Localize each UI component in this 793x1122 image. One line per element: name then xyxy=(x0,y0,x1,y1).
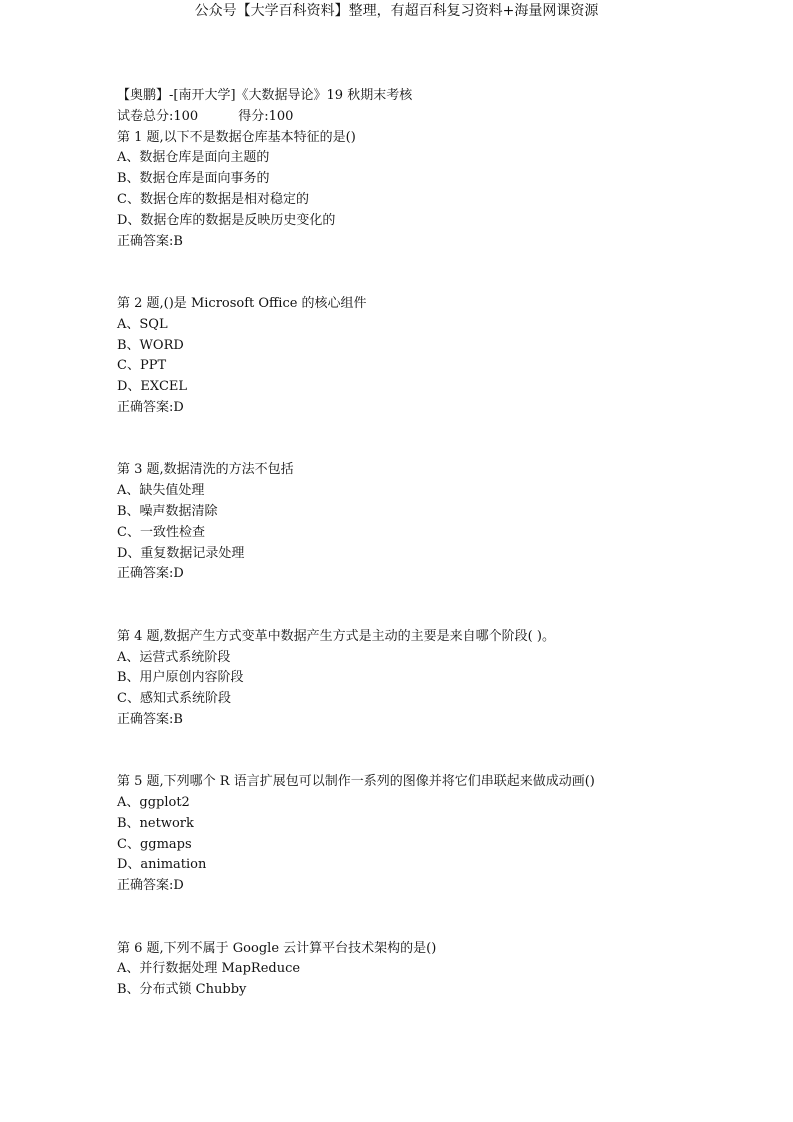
answer-option: B、用户原创内容阶段 xyxy=(117,670,244,686)
question-stem: 第 6 题,下列不属于 Google 云计算平台技术架构的是() xyxy=(117,940,437,956)
answer-option: B、噪声数据清除 xyxy=(117,503,218,519)
question-3 xyxy=(117,460,757,585)
question-1 xyxy=(117,128,757,253)
question-2 xyxy=(117,294,757,419)
answer-option: D、重复数据记录处理 xyxy=(117,545,245,561)
answer-option: B、分布式锁 Chubby xyxy=(117,982,247,998)
answer-option: C、数据仓库的数据是相对稳定的 xyxy=(117,191,309,207)
question-5 xyxy=(117,772,757,897)
document-body xyxy=(117,86,757,1001)
correct-answer: 正确答案:D xyxy=(117,399,184,415)
question-6 xyxy=(117,939,757,1001)
answer-option: D、数据仓库的数据是反映历史变化的 xyxy=(117,212,336,228)
page-header: 公众号【大学百科资料】整理，有超百科复习资料+海量网课资源 xyxy=(194,3,599,19)
answer-option: A、数据仓库是面向主题的 xyxy=(117,150,270,166)
answer-option: B、network xyxy=(117,815,194,831)
answer-option: D、animation xyxy=(117,857,207,873)
answer-option: A、ggplot2 xyxy=(117,795,190,811)
total-score: 试卷总分:100 xyxy=(117,108,199,124)
correct-answer: 正确答案:B xyxy=(117,233,183,249)
answer-option: A、运营式系统阶段 xyxy=(117,649,231,665)
document-title: 【奥鹏】-[南开大学]《大数据导论》19 秋期末考核 xyxy=(117,88,413,103)
answer-option: C、ggmaps xyxy=(117,836,192,852)
question-list xyxy=(117,128,757,1001)
question-stem: 第 4 题,数据产生方式变革中数据产生方式是主动的主要是来自哪个阶段( )。 xyxy=(117,628,555,644)
question-stem: 第 5 题,下列哪个 R 语言扩展包可以制作一系列的图像并将它们串联起来做成动画() xyxy=(117,774,595,790)
answer-option: A、并行数据处理 MapReduce xyxy=(117,961,301,977)
answer-option: B、数据仓库是面向事务的 xyxy=(117,171,270,187)
answer-option: B、WORD xyxy=(117,337,184,353)
correct-answer: 正确答案:D xyxy=(117,878,184,894)
answer-option: C、一致性检查 xyxy=(117,524,205,540)
answer-option: A、缺失值处理 xyxy=(117,483,205,499)
correct-answer: 正确答案:D xyxy=(117,566,184,582)
question-stem: 第 2 题,()是 Microsoft Office 的核心组件 xyxy=(117,295,367,311)
correct-answer: 正确答案:B xyxy=(117,711,183,727)
answer-option: C、感知式系统阶段 xyxy=(117,691,231,707)
question-stem: 第 1 题,以下不是数据仓库基本特征的是() xyxy=(117,129,356,145)
answer-option: C、PPT xyxy=(117,358,167,374)
score-line xyxy=(117,107,757,128)
answer-option: A、SQL xyxy=(117,316,168,332)
question-4 xyxy=(117,627,757,731)
answer-option: D、EXCEL xyxy=(117,379,188,395)
question-stem: 第 3 题,数据清洗的方法不包括 xyxy=(117,462,294,478)
obtained-score: 得分:100 xyxy=(238,108,294,124)
